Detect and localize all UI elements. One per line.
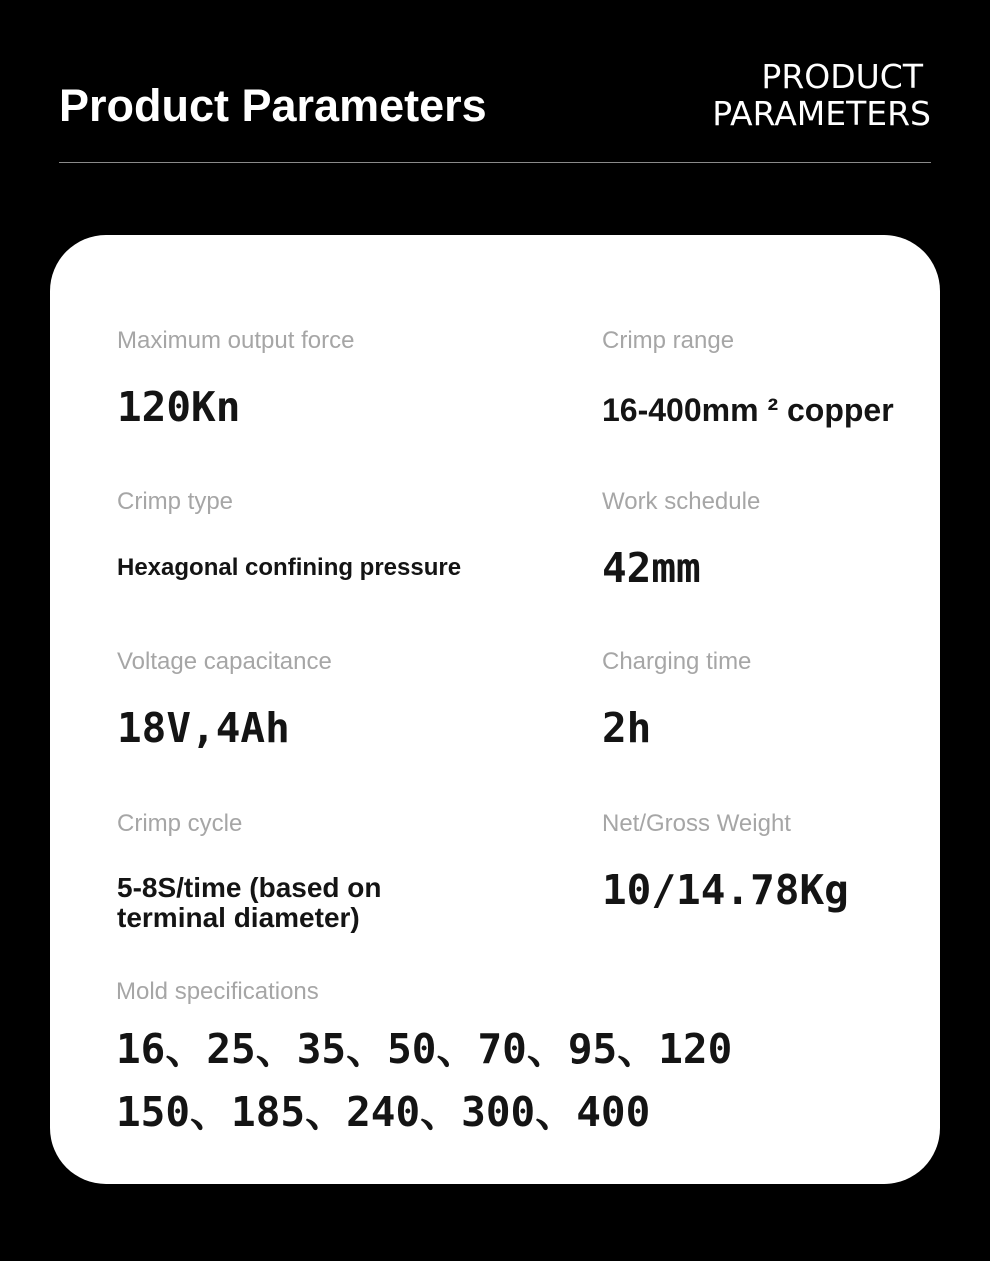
param-crimp-type [117, 488, 537, 583]
param-value: 5-8S/time (based on terminal diameter) [117, 872, 382, 933]
param-label: Work schedule [602, 488, 761, 515]
param-label: Crimp range [602, 327, 735, 354]
param-label: Maximum output force [117, 327, 355, 354]
param-value: 10/14.78Kg [602, 866, 849, 914]
param-value: 16-400mm ² copper [602, 392, 894, 428]
param-charging-time [602, 648, 932, 752]
param-weight [602, 810, 932, 914]
param-work-schedule [602, 488, 932, 592]
param-label: Charging time [602, 648, 752, 675]
parameters-card [50, 235, 940, 1184]
param-voltage [117, 648, 537, 752]
mold-specifications [116, 978, 896, 1136]
page-subtitle [712, 58, 931, 132]
param-value: 2h [602, 704, 652, 752]
param-crimp-range [602, 327, 932, 429]
param-value: Hexagonal confining pressure [117, 554, 462, 581]
param-value: 18V,4Ah [117, 704, 290, 752]
page-subtitle-line2: PARAMETERS [712, 94, 931, 133]
mold-sizes-line-1: 16、25、35、50、70、95、120 [116, 1025, 733, 1073]
param-max-force [117, 327, 537, 431]
mold-label: Mold specifications [116, 978, 319, 1005]
param-label: Crimp type [117, 488, 234, 515]
param-label: Crimp cycle [117, 810, 243, 837]
param-value: 120Kn [117, 383, 241, 431]
param-value: 42mm [602, 544, 701, 592]
page-subtitle-line1: PRODUCT [761, 57, 923, 96]
page-title: Product Parameters [59, 80, 487, 131]
mold-sizes-line-2: 150、185、240、300、400 [116, 1088, 651, 1136]
param-label: Net/Gross Weight [602, 810, 791, 837]
param-label: Voltage capacitance [117, 648, 332, 675]
header-divider [59, 162, 931, 163]
param-crimp-cycle [117, 810, 537, 933]
